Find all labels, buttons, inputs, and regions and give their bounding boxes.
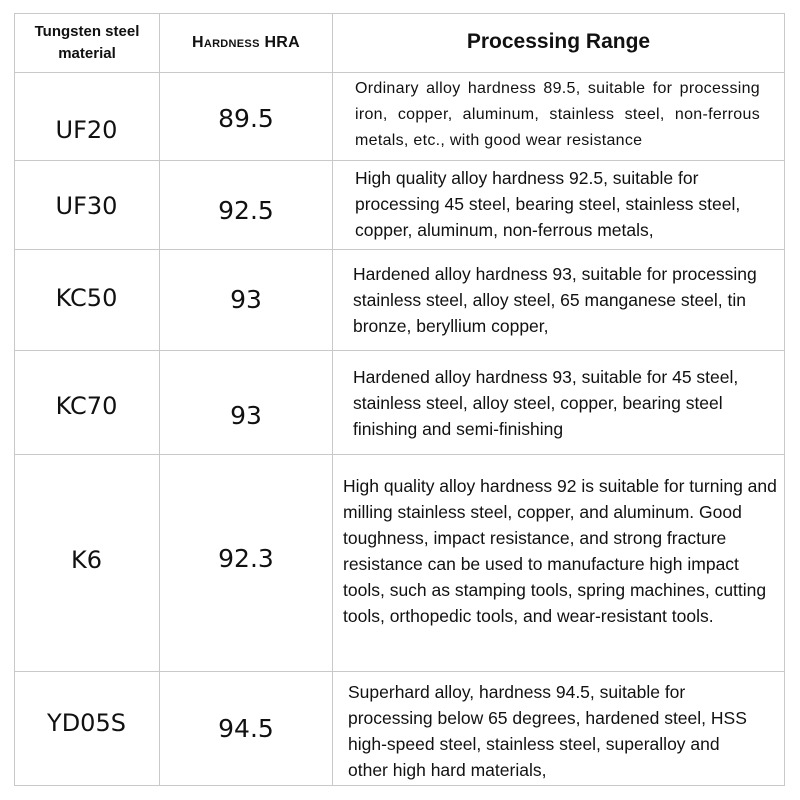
row-5-hardness: 92.3: [218, 544, 274, 573]
row-4-hardness: 93: [230, 401, 262, 430]
table-border-bottom: [14, 785, 785, 786]
row-1-hardness: 89.5: [218, 104, 274, 133]
row-divider-4: [14, 454, 785, 455]
row-5-material: K6: [70, 546, 102, 574]
header-hardness: Hardness HRA: [191, 34, 301, 51]
row-4-processing-range: Hardened alloy hardness 93, suitable for 45 steel, stainless steel, alloy steel, copper, bearing steel finishing and semi-finishing: [353, 367, 739, 439]
row-1-material: UF20: [55, 116, 118, 144]
row-divider-header: [14, 72, 785, 73]
row-3-hardness: 93: [230, 285, 262, 314]
row-1-processing-range: Ordinary alloy hardness 89.5, suitable for processing iron, copper, aluminum, stainless steel, non-ferrous metals, etc., with good wear resistance: [355, 80, 760, 149]
row-3-material: KC50: [55, 284, 118, 312]
row-6-hardness: 94.5: [218, 714, 274, 743]
table-border-top: [14, 13, 785, 14]
row-2-material: UF30: [55, 192, 118, 220]
row-divider-3: [14, 350, 785, 351]
header-material: Tungsten steel material: [34, 23, 140, 62]
row-6-material: YD05S: [47, 709, 126, 737]
row-5-processing-range: High quality alloy hardness 92 is suitable for turning and milling stainless steel, copper, and aluminum. Good toughness, impact resistance, and strong fracture resistance can be used to manufacture high impact tools, such as stamping tools, spring machines, cutting tools, orthopedic tools, and wear-resistant tools.: [343, 476, 777, 626]
material-table: [14, 13, 785, 786]
row-4-material: KC70: [55, 392, 118, 420]
row-divider-1: [14, 160, 785, 161]
header-processing-range: Processing Range: [466, 30, 651, 53]
row-2-hardness: 92.5: [218, 196, 274, 225]
row-6-processing-range: Superhard alloy, hardness 94.5, suitable for processing below 65 degrees, hardened steel, HSS high-speed steel, stainless steel, superalloy and other high hard materials,: [348, 682, 747, 780]
row-2-processing-range: High quality alloy hardness 92.5, suitable for processing 45 steel, bearing steel, stainless steel, copper, aluminum, non-ferrous metals,: [355, 168, 741, 240]
row-divider-2: [14, 249, 785, 250]
row-divider-5: [14, 671, 785, 672]
row-3-processing-range: Hardened alloy hardness 93, suitable for processing stainless steel, alloy steel, 65 manganese steel, tin bronze, beryllium copper,: [353, 264, 757, 336]
